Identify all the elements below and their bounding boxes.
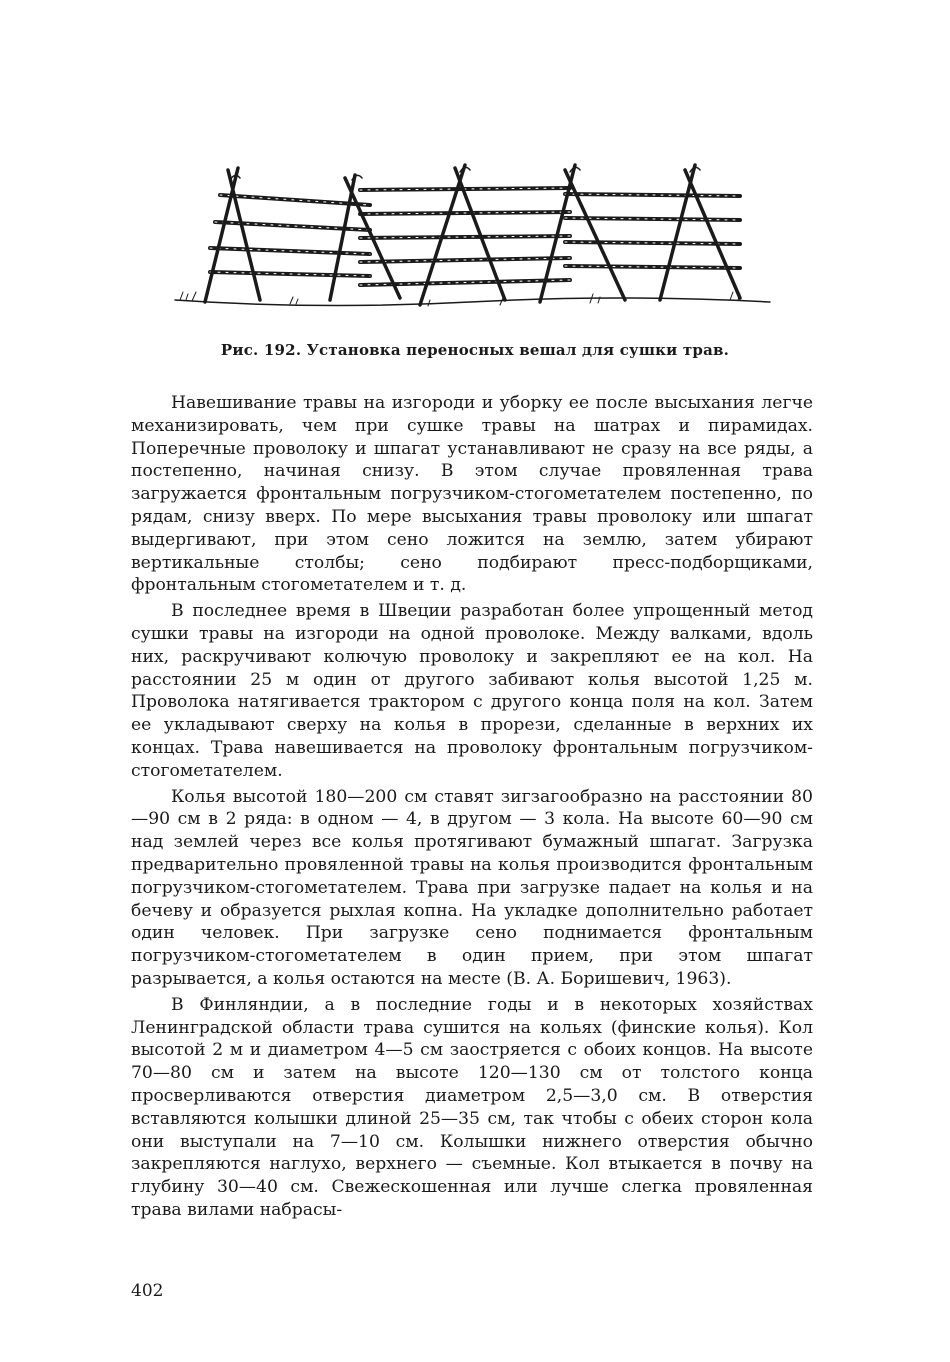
figure-caption: Рис. 192. Установка переносных вешал для сушки трав. [220, 341, 730, 359]
figure-hay-racks [170, 150, 780, 340]
body-text [131, 392, 813, 1225]
paragraph-4: В Финляндии, а в последние годы и в некоторых хозяйствах Ленинградской области трава сушится на кольях (финские колья). Кол высотой 2 м и диаметром 4—5 см заостряется с обоих концов. На высоте 70—80 см и затем на высоте 120—130 см от толстого конца просверливаются отверстия диаметром 2,5—3,0 см. В отверстия вставляются колышки длиной 25—35 см, так чтобы с обеих сторон кола они выступали на 7—10 см. Колышки нижнего отверстия обычно закрепляются наглухо, верхнего — съемные. Кол втыкается в почву на глубину 30—40 см. Свежескошенная или лучше слегка провяленная трава вилами набрасы- [131, 994, 813, 1220]
hay-drying-racks-illustration [170, 150, 780, 340]
paragraph-1: Навешивание травы на изгороди и уборку ее после высыхания легче механизировать, чем при сушке травы на шатрах и пирамидах. Поперечные проволоку и шпагат устанавливают не сразу на все ряды, а постепенно, начиная снизу. В этом случае провяленная трава загружается фронтальным погрузчиком-стогометателем постепенно, по рядам, снизу вверх. По мере высыхания травы проволоку или шпагат выдергивают, при этом сено ложится на землю, затем убирают вертикальные столбы; сено подбирают пресс-подборщиками, фронтальным стогометателем и т. д. [131, 393, 813, 596]
paragraph-3: Колья высотой 180—200 см ставят зигзагообразно на расстоянии 80—90 см в 2 ряда: в одном — 4, в другом — 3 кола. На высоте 60—90 см над землей через все колья протягивают бумажный шпагат. Загрузка предварительно провяленной травы на колья производится фронтальным погрузчиком-стогометателем. Трава при загрузке падает на колья и на бечеву и образуется рыхлая копна. На укладке дополнительно работает один человек. При загрузке сено поднимается фронтальным погрузчиком-стогометателем в один прием, при этом шпагат разрывается, а колья остаются на месте (В. А. Боришевич, 1963). [131, 786, 813, 989]
paragraph-2: В последнее время в Швеции разработан более упрощенный метод сушки травы на изгороди на одной проволоке. Между валками, вдоль них, раскручивают колючую проволоку и закрепляют ее на кол. На расстоянии 25 м один от другого забивают колья высотой 1,25 м. Проволока натягивается трактором с другого конца поля на кол. Затем ее укладывают сверху на колья в прорези, сделанные в верхних их концах. Трава навешивается на проволоку фронтальным погрузчиком-стогометателем. [131, 601, 813, 781]
page-number: 402 [131, 1281, 164, 1301]
